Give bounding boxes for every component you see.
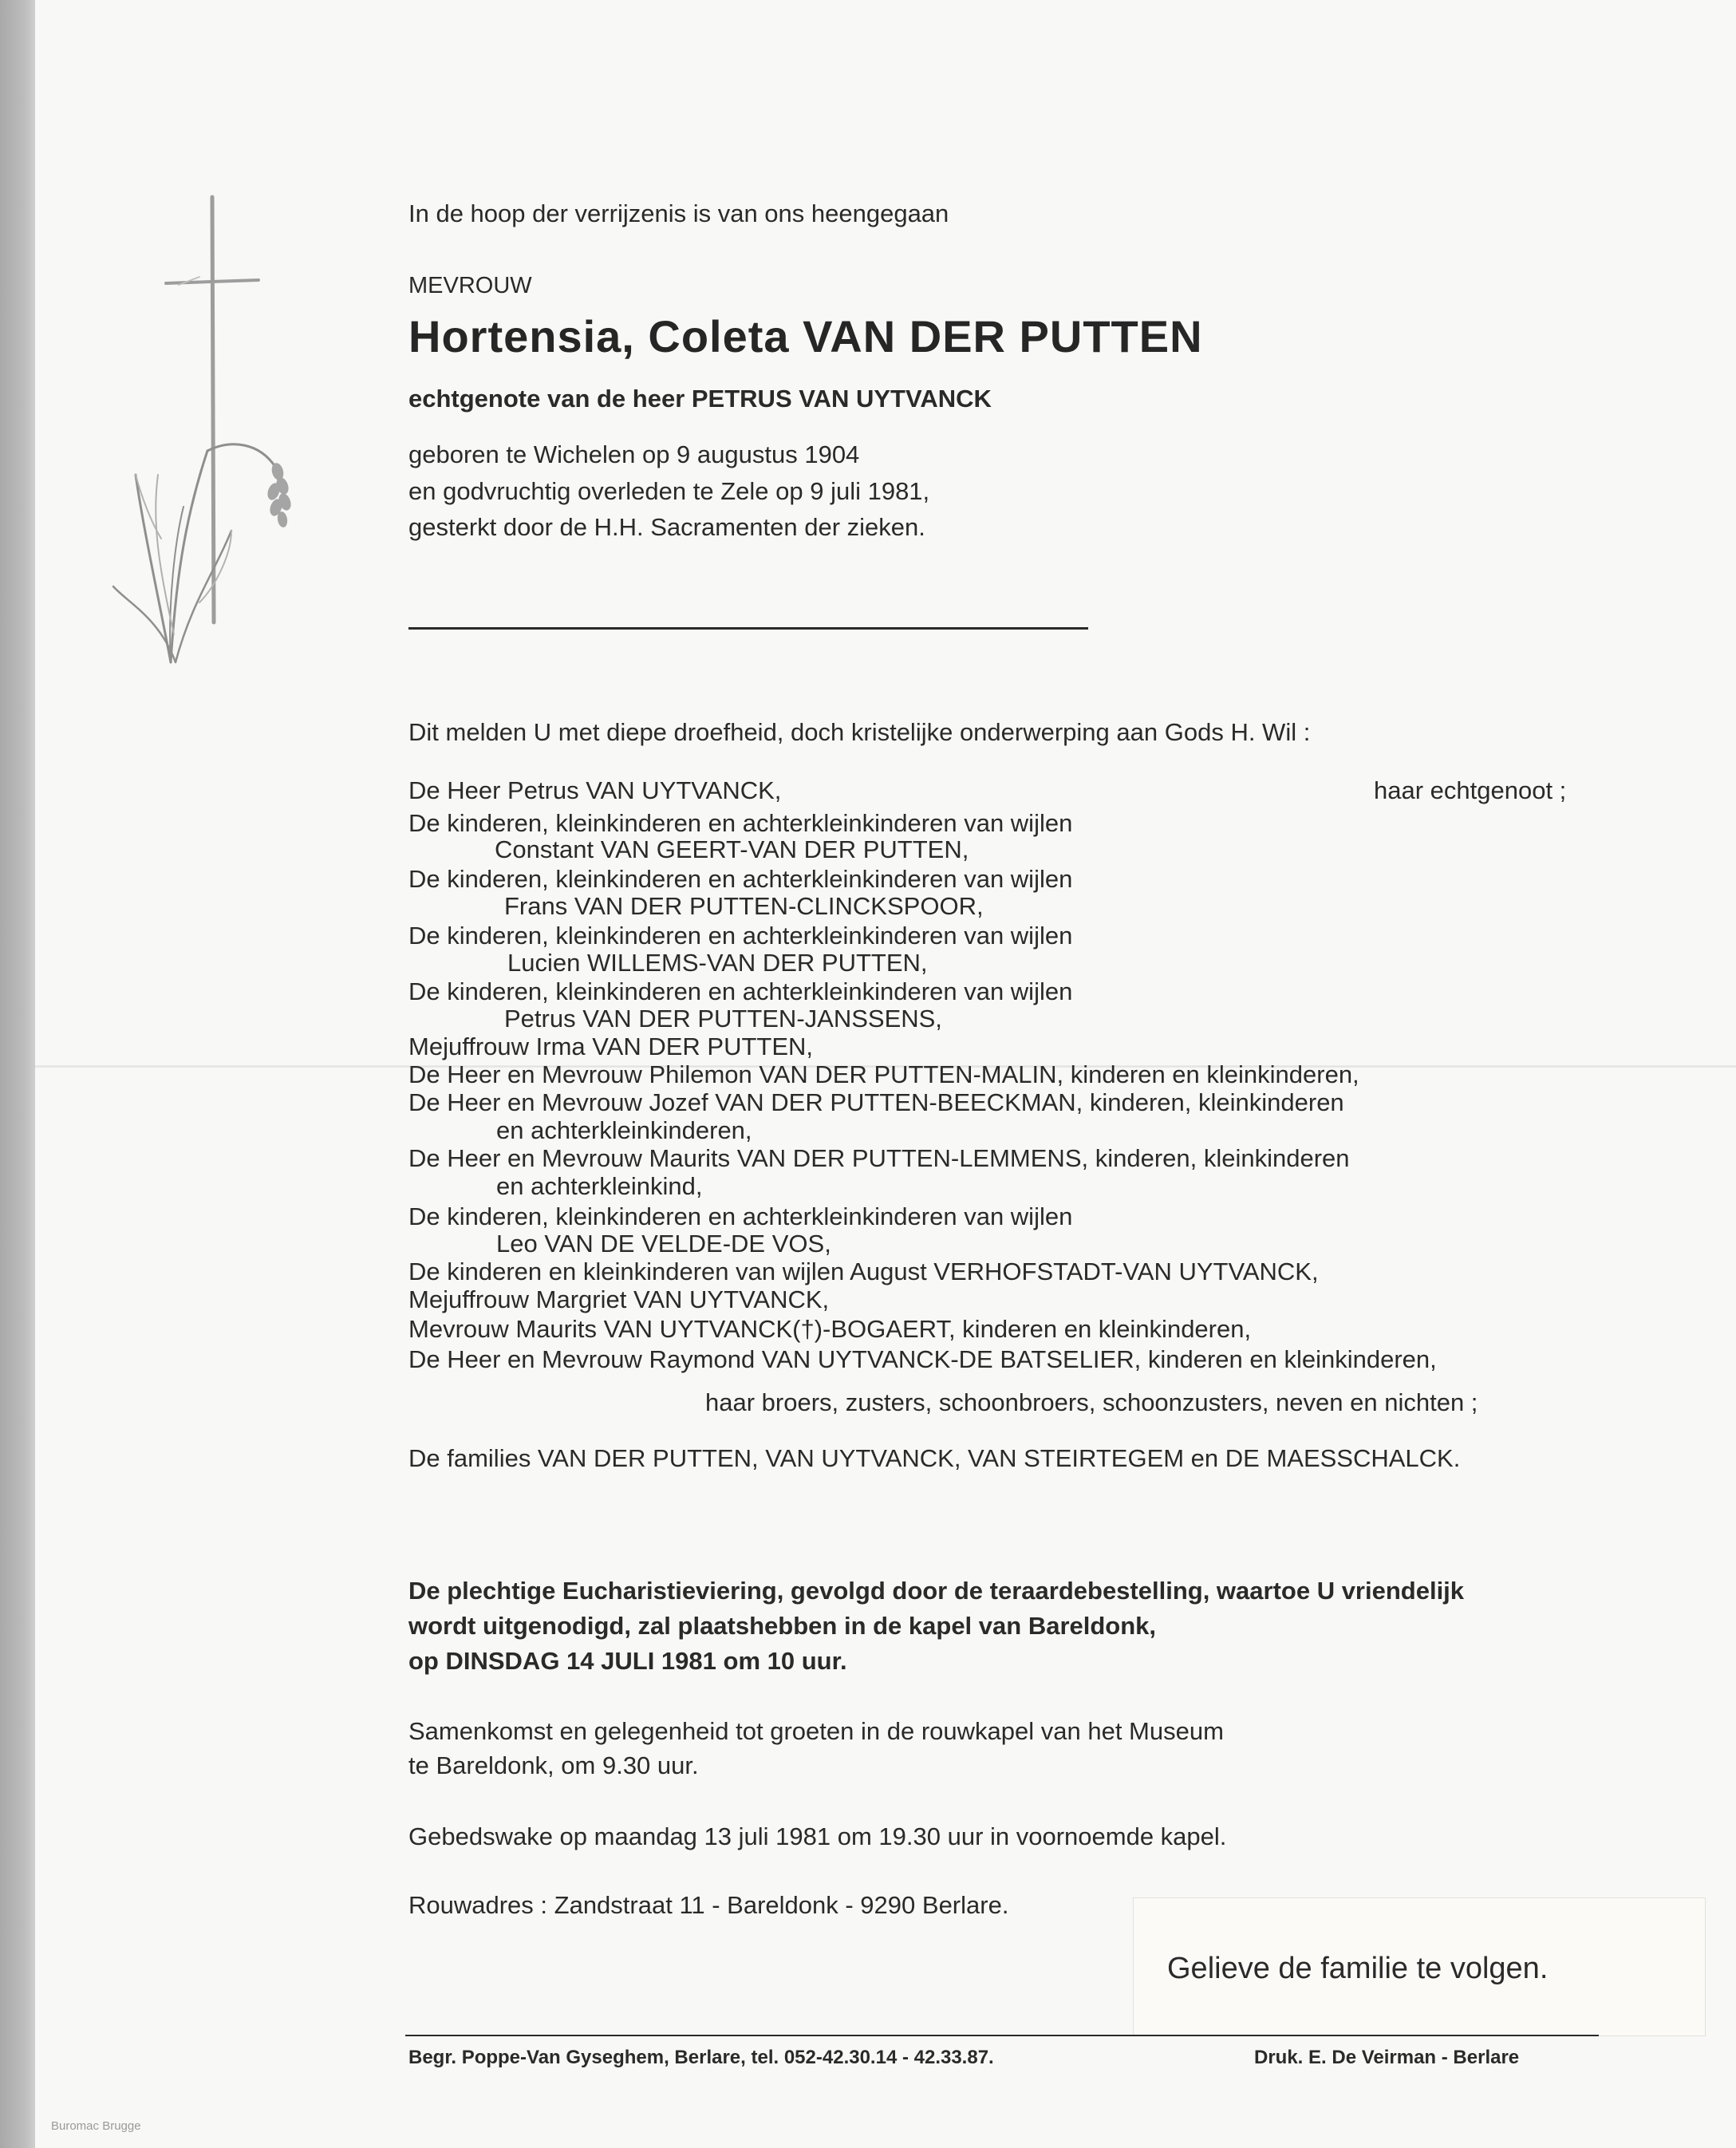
ceremony-date-line: op DINSDAG 14 JULI 1981 om 10 uur. <box>408 1647 847 1675</box>
family-line: De Heer en Mevrouw Maurits VAN DER PUTTEN-LEMMENS, kinderen, kleinkinderen <box>408 1144 1350 1172</box>
family-line: Lucien WILLEMS-VAN DER PUTTEN, <box>507 949 928 977</box>
announcement-line: Dit melden U met diepe droefheid, doch kristelijke onderwerping aan Gods H. Wil : <box>408 718 1311 746</box>
address-line: Rouwadres : Zandstraat 11 - Bareldonk - 9290 Berlare. <box>408 1891 1009 1919</box>
birth-line: geboren te Wichelen op 9 augustus 1904 <box>408 440 860 468</box>
intro-line: In de hoop der verrijzenis is van ons heengegaan <box>408 199 949 227</box>
family-line: Mejuffrouw Irma VAN DER PUTTEN, <box>408 1033 814 1060</box>
family-line: De kinderen, kleinkinderen en achterkleinkinderen van wijlen <box>408 809 1073 837</box>
sticker-text: Gelieve de familie te volgen. <box>1167 1952 1549 1985</box>
undertaker-credit: Begr. Poppe-Van Gyseghem, Berlare, tel. 052-42.30.14 - 42.33.87. <box>408 2047 994 2068</box>
family-line: Petrus VAN DER PUTTEN-JANSSENS, <box>504 1005 942 1033</box>
spouse-name: De Heer Petrus VAN UYTVANCK, <box>408 776 782 804</box>
death-line: en godvruchtig overleden te Zele op 9 juli 1981, <box>408 477 930 505</box>
spouse-relation: haar echtgenoot ; <box>1374 776 1567 804</box>
deceased-name: Hortensia, Coleta VAN DER PUTTEN <box>408 311 1203 361</box>
cross-wheat-icon <box>112 188 295 682</box>
header-divider <box>408 627 1088 630</box>
footer-divider <box>405 2035 1599 2036</box>
family-line: De Heer en Mevrouw Raymond VAN UYTVANCK-DE BATSELIER, kinderen en kleinkinderen, <box>408 1345 1437 1373</box>
family-line: Mevrouw Maurits VAN UYTVANCK(†)-BOGAERT, kinderen en kleinkinderen, <box>408 1315 1252 1343</box>
family-line: en achterkleinkinderen, <box>496 1116 752 1144</box>
family-line: De kinderen, kleinkinderen en achterkleinkinderen van wijlen <box>408 922 1073 950</box>
family-line: De kinderen, kleinkinderen en achterkleinkinderen van wijlen <box>408 1202 1073 1230</box>
family-line: en achterkleinkind, <box>496 1172 703 1200</box>
gathering-line: te Bareldonk, om 9.30 uur. <box>408 1751 699 1779</box>
ceremony-line: wordt uitgenodigd, zal plaatshebben in de kapel van Bareldonk, <box>408 1612 1157 1640</box>
follow-family-sticker <box>1133 1897 1706 2036</box>
scanner-watermark: Buromac Brugge <box>51 2119 141 2133</box>
family-line: De Heer en Mevrouw Philemon VAN DER PUTTEN-MALIN, kinderen en kleinkinderen, <box>408 1060 1359 1088</box>
family-line: De kinderen, kleinkinderen en achterkleinkinderen van wijlen <box>408 977 1073 1005</box>
family-line: Mejuffrouw Margriet VAN UYTVANCK, <box>408 1285 830 1313</box>
deceased-title: MEVROUW <box>408 273 532 298</box>
family-line: De Heer en Mevrouw Jozef VAN DER PUTTEN-BEECKMAN, kinderen, kleinkinderen <box>408 1088 1344 1116</box>
scan-edge-strip <box>0 0 35 2148</box>
family-line: Constant VAN GEERT-VAN DER PUTTEN, <box>495 835 969 863</box>
family-line: Frans VAN DER PUTTEN-CLINCKSPOOR, <box>504 892 984 920</box>
ceremony-line: De plechtige Eucharistieviering, gevolgd door de teraardebestelling, waartoe U vriendelijk <box>408 1577 1465 1605</box>
family-line: Leo VAN DE VELDE-DE VOS, <box>496 1230 831 1258</box>
printer-credit: Druk. E. De Veirman - Berlare <box>1254 2047 1520 2068</box>
gathering-line: Samenkomst en gelegenheid tot groeten in de rouwkapel van het Museum <box>408 1717 1224 1745</box>
families-line: De families VAN DER PUTTEN, VAN UYTVANCK, VAN STEIRTEGEM en DE MAESSCHALCK. <box>408 1444 1461 1472</box>
sacraments-line: gesterkt door de H.H. Sacramenten der zieken. <box>408 513 925 541</box>
family-line: De kinderen en kleinkinderen van wijlen August VERHOFSTADT-VAN UYTVANCK, <box>408 1258 1319 1285</box>
spouse-line: echtgenote van de heer PETRUS VAN UYTVANCK <box>408 385 992 413</box>
family-line: De kinderen, kleinkinderen en achterkleinkinderen van wijlen <box>408 865 1073 893</box>
relatives-line: haar broers, zusters, schoonbroers, schoonzusters, neven en nichten ; <box>705 1388 1478 1416</box>
vigil-line: Gebedswake op maandag 13 juli 1981 om 19.30 uur in voornoemde kapel. <box>408 1822 1227 1850</box>
